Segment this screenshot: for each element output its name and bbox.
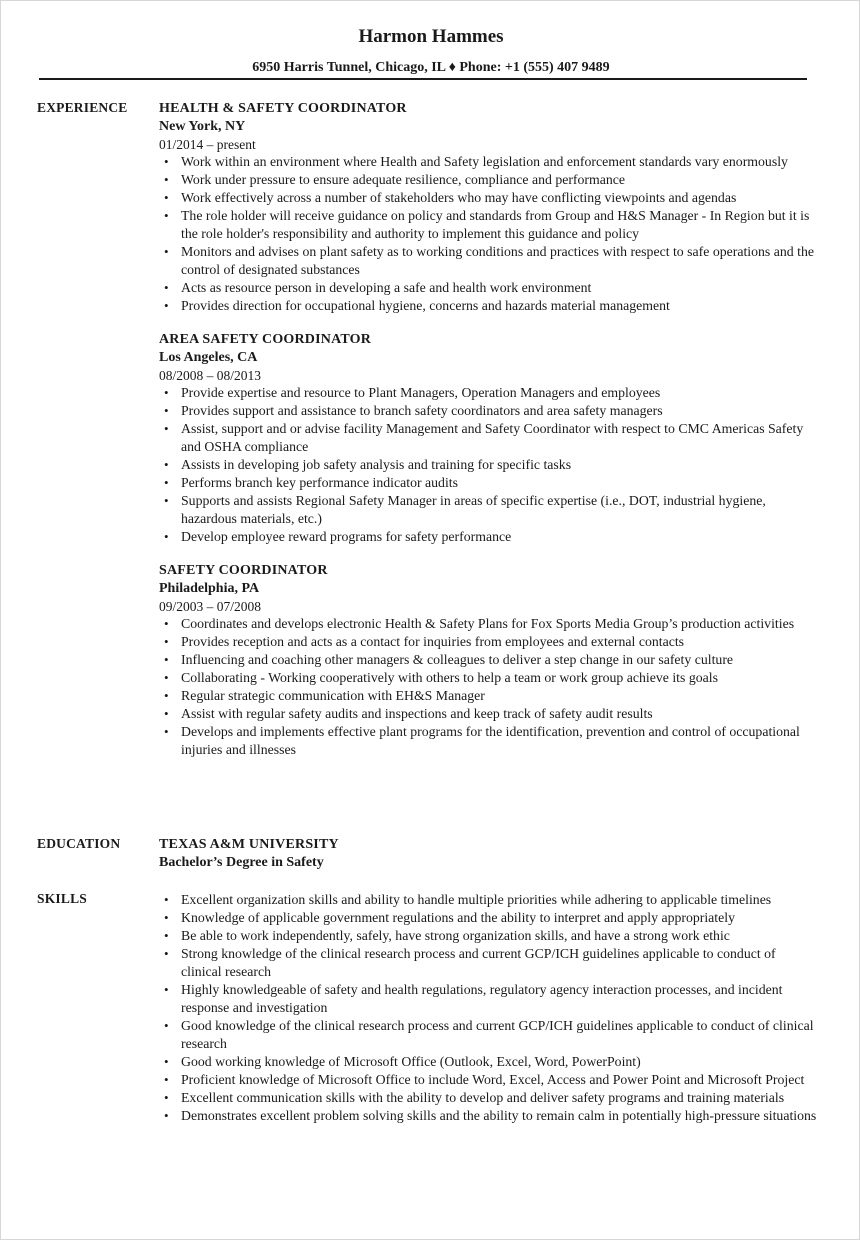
- job-entry: [159, 100, 819, 315]
- list-item: • Acts as resource person in developing a safe and health work environment: [159, 279, 819, 297]
- candidate-name: Harmon Hammes: [358, 26, 504, 47]
- job-dates: 08/2008 – 08/2013: [159, 368, 262, 383]
- skills-body: [159, 891, 819, 1125]
- list-item: • Assist with regular safety audits and inspections and keep track of safety audit results: [159, 705, 819, 723]
- job-duties-list: [159, 153, 819, 315]
- list-item: • Develop employee reward programs for safety performance: [159, 528, 819, 546]
- job-duties-list: [159, 384, 819, 546]
- education-body: [159, 836, 819, 872]
- list-item: • The role holder will receive guidance on policy and standards from Group and H&S Manager - In Region but it is the role holder's responsibility and authority to implement this guidance and policy: [159, 207, 819, 243]
- list-item: • Work within an environment where Health and Safety legislation and enforcement standards vary enormously: [159, 153, 819, 171]
- job-dates: 01/2014 – present: [159, 137, 256, 152]
- list-item: • Strong knowledge of the clinical research process and current GCP/ICH guidelines applicable to conduct of clinical research: [159, 945, 819, 981]
- job-title: HEALTH & SAFETY COORDINATOR: [159, 101, 407, 116]
- degree-name: Bachelor’s Degree in Safety: [159, 855, 324, 870]
- list-item: • Regular strategic communication with EH&S Manager: [159, 687, 819, 705]
- list-item: • Proficient knowledge of Microsoft Office to include Word, Excel, Access and Power Point and Microsoft Project: [159, 1071, 819, 1089]
- list-item: • Excellent organization skills and ability to handle multiple priorities while adhering to applicable timelines: [159, 891, 819, 909]
- list-item: • Excellent communication skills with the ability to develop and deliver safety programs and training materials: [159, 1089, 819, 1107]
- list-item: • Knowledge of applicable government regulations and the ability to interpret and apply appropriately: [159, 909, 819, 927]
- list-item: • Assist, support and or advise facility Management and Safety Coordinator with respect to CMC Americas Safety and OSHA compliance: [159, 420, 819, 456]
- education-label: EDUCATION: [37, 836, 121, 851]
- list-item: • Be able to work independently, safely, have strong organization skills, and have a strong work ethic: [159, 927, 819, 945]
- list-item: • Collaborating - Working cooperatively with others to help a team or work group achieve its goals: [159, 669, 819, 687]
- job-title: SAFETY COORDINATOR: [159, 563, 328, 578]
- list-item: • Highly knowledgeable of safety and health regulations, regulatory agency interaction processes, and incident response and investigation: [159, 981, 819, 1017]
- list-item: • Work effectively across a number of stakeholders who may have conflicting viewpoints and agendas: [159, 189, 819, 207]
- experience-label: EXPERIENCE: [37, 100, 128, 115]
- list-item: • Good knowledge of the clinical research process and current GCP/ICH guidelines applicable to conduct of clinical research: [159, 1017, 819, 1053]
- list-item: • Good working knowledge of Microsoft Office (Outlook, Excel, Word, PowerPoint): [159, 1053, 819, 1071]
- job-dates: 09/2003 – 07/2008: [159, 599, 262, 614]
- list-item: • Influencing and coaching other managers & colleagues to deliver a step change in our safety culture: [159, 651, 819, 669]
- list-item: • Monitors and advises on plant safety as to working conditions and practices with respect to safe operations and the control of designated substances: [159, 243, 819, 279]
- header-divider: [39, 78, 807, 80]
- list-item: • Provides direction for occupational hygiene, concerns and hazards material management: [159, 297, 819, 315]
- list-item: • Coordinates and develops electronic Health & Safety Plans for Fox Sports Media Group’s production activities: [159, 615, 819, 633]
- list-item: • Provides reception and acts as a contact for inquiries from employees and external contacts: [159, 633, 819, 651]
- list-item: • Develops and implements effective plant programs for the identification, prevention and control of occupational injuries and illnesses: [159, 723, 819, 759]
- list-item: • Demonstrates excellent problem solving skills and the ability to remain calm in potentially high-pressure situations: [159, 1107, 819, 1125]
- skills-list: [159, 891, 819, 1125]
- job-entry: [159, 331, 819, 546]
- skills-label: SKILLS: [37, 891, 87, 906]
- job-duties-list: [159, 615, 819, 759]
- job-location: Los Angeles, CA: [159, 350, 258, 365]
- experience-body: [159, 100, 819, 775]
- list-item: • Work under pressure to ensure adequate resilience, compliance and performance: [159, 171, 819, 189]
- list-item: • Performs branch key performance indicator audits: [159, 474, 819, 492]
- list-item: • Provides support and assistance to branch safety coordinators and area safety managers: [159, 402, 819, 420]
- job-title: AREA SAFETY COORDINATOR: [159, 332, 372, 347]
- list-item: • Provide expertise and resource to Plant Managers, Operation Managers and employees: [159, 384, 819, 402]
- school-name: TEXAS A&M UNIVERSITY: [159, 837, 339, 852]
- job-location: New York, NY: [159, 119, 246, 134]
- list-item: • Assists in developing job safety analysis and training for specific tasks: [159, 456, 819, 474]
- contact-line: 6950 Harris Tunnel, Chicago, IL ♦ Phone: +1 (555) 407 9489: [252, 60, 610, 75]
- list-item: • Supports and assists Regional Safety Manager in areas of specific expertise (i.e., DOT, industrial hygiene, hazardous materials, etc.): [159, 492, 819, 528]
- job-location: Philadelphia, PA: [159, 581, 260, 596]
- job-entry: [159, 562, 819, 759]
